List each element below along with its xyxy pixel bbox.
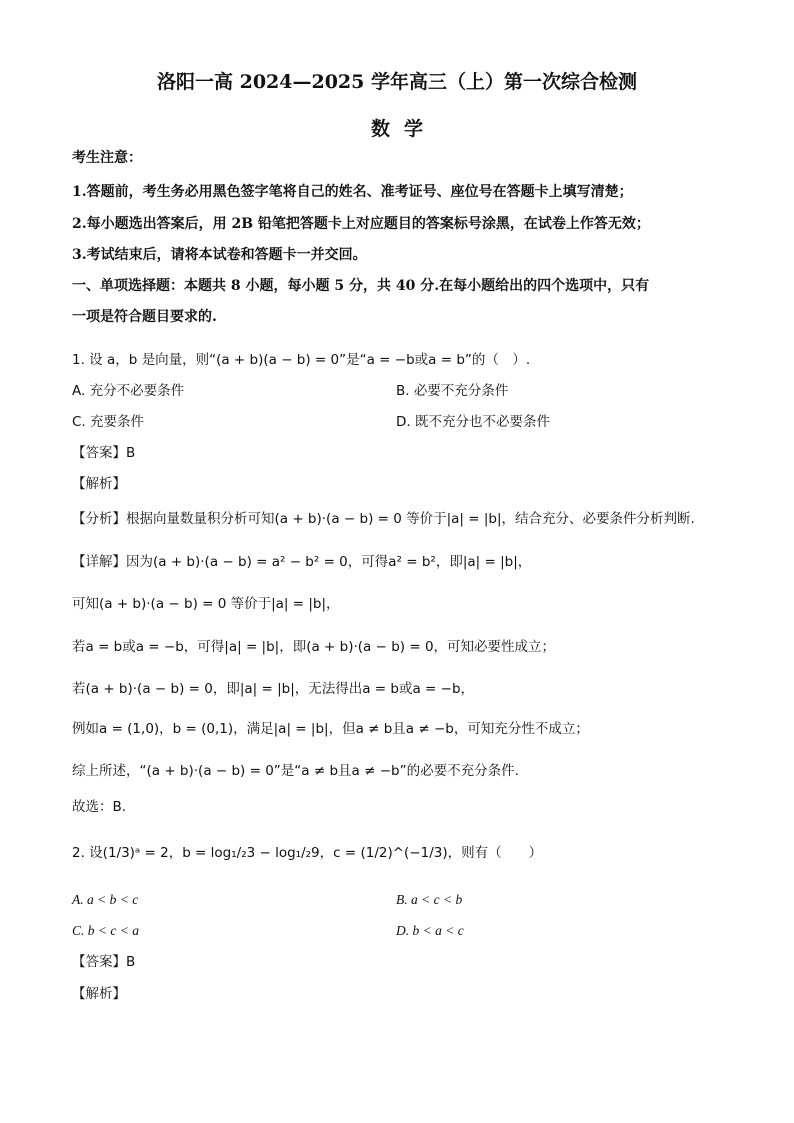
q1-stem: 1. 设 a，b 是向量，则“(a + b)(a − b) = 0”是“a = −b或a = b”的（ ）. — [72, 352, 531, 368]
q2-option-b: B. a < c < b — [396, 892, 463, 907]
exam-subject: 数学 — [370, 118, 437, 140]
q1-detail-line-4: 若(a + b)·(a − b) = 0，即|a| = |b|，无法得出a = b或a = −b， — [72, 681, 475, 697]
q1-analysis-heading: 【解析】 — [72, 476, 126, 492]
section-heading-line-1: 一、单项选择题：本题共 8 小题，每小题 5 分，共 40 分.在每小题给出的四个选项中，只有 — [72, 278, 650, 294]
q2-options-row-1 — [72, 890, 724, 910]
section-heading-line-2: 一项是符合题目要求的. — [72, 309, 217, 325]
q1-option-c: C. 充要条件 — [72, 414, 145, 430]
q1-detail-line-5: 例如a = (1,0)，b = (0,1)，满足|a| = |b|，但a ≠ b且a ≠ −b，可知充分性不成立； — [72, 721, 589, 737]
exam-title: 洛阳一高 2024—2025 学年高三（上）第一次综合检测 — [157, 71, 637, 93]
q1-options-row-1 — [72, 381, 724, 401]
q2-answer: 【答案】B — [72, 954, 136, 970]
q2-analysis-heading: 【解析】 — [72, 986, 126, 1002]
notice-item-3: 3.考试结束后，请将本试卷和答题卡一并交回。 — [72, 247, 367, 263]
q2-stem: 2. 设(1/3)ᵃ = 2，b = log₁/₂3 − log₁/₂9，c = (1/2)^(−1/3)，则有（ ） — [72, 845, 543, 861]
q1-detail-line-2: 可知(a + b)·(a − b) = 0 等价于|a| = |b|， — [72, 596, 340, 612]
notice-item-1: 1.答题前，考生务必用黑色签字笔将自己的姓名、准考证号、座位号在答题卡上填写清楚； — [72, 184, 633, 200]
q2-option-c: C. b < c < a — [72, 923, 139, 938]
q1-detail-line-6: 综上所述，“(a + b)·(a − b) = 0”是“a ≠ b且a ≠ −b”的必要不充分条件. — [72, 763, 519, 779]
q1-detail-line-7: 故选：B. — [72, 799, 127, 815]
notice-heading: 考生注意： — [72, 150, 142, 166]
q1-options-row-2 — [72, 412, 724, 432]
q1-detail-line-3: 若a = b或a = −b，可得|a| = |b|，即(a + b)·(a − b) = 0，可知必要性成立； — [72, 639, 556, 655]
q1-option-d: D. 既不充分也不必要条件 — [396, 414, 550, 430]
q2-options-row-2 — [72, 921, 724, 941]
q2-option-d: D. b < a < c — [396, 923, 464, 938]
q1-analysis-summary: 【分析】根据向量数量积分析可知(a + b)·(a − b) = 0 等价于|a| = |b|，结合充分、必要条件分析判断. — [72, 511, 695, 527]
q1-option-a: A. 充分不必要条件 — [72, 383, 185, 399]
q1-answer: 【答案】B — [72, 445, 136, 461]
q2-option-a: A. a < b < c — [72, 892, 139, 907]
q1-option-b: B. 必要不充分条件 — [396, 383, 509, 399]
notice-item-2: 2.每小题选出答案后，用 2B 铅笔把答题卡上对应题目的答案标号涂黑，在试卷上作答无效； — [72, 216, 650, 232]
q1-detail-line-1: 【详解】因为(a + b)·(a − b) = a² − b² = 0，可得a² = b²，即|a| = |b|， — [72, 554, 532, 570]
